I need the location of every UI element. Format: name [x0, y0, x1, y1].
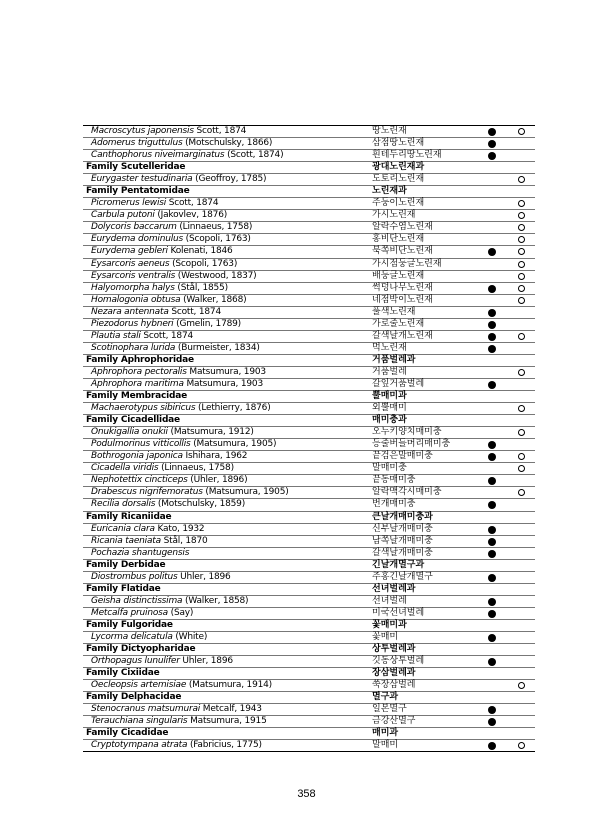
- scientific-name: Picromerus lewisi: [91, 198, 167, 209]
- table-row: [83, 150, 535, 162]
- filled-circle-icon: [488, 333, 496, 341]
- scientific-name: Pochazia shantugensis: [91, 547, 190, 558]
- species-name: [91, 608, 193, 619]
- korean-name: 도토리노린재: [372, 174, 425, 185]
- species-name: [91, 403, 271, 414]
- korean-name: 장삼벌레과: [372, 668, 416, 679]
- table-row: [83, 295, 535, 307]
- table-row: [83, 680, 535, 692]
- family-row: [83, 692, 535, 704]
- korean-name: 갈색날개매미충: [372, 547, 433, 558]
- family-row: [83, 728, 535, 740]
- table-row: [83, 307, 535, 319]
- author: Scott, 1874: [196, 126, 247, 136]
- korean-name: 금강산멸구: [372, 716, 416, 727]
- korean-name: 쑥장삼벌레: [372, 680, 416, 691]
- table-row: [83, 126, 535, 138]
- korean-name: 긴날개멸구과: [372, 559, 425, 570]
- table-row: [83, 475, 535, 487]
- korean-name: 일본멸구: [372, 704, 407, 715]
- table-row: [83, 704, 535, 716]
- open-circle-icon: [518, 465, 525, 472]
- korean-name: 꽃매미: [372, 631, 399, 642]
- species-name: [91, 259, 237, 270]
- species-name: [91, 210, 227, 221]
- species-name: [91, 126, 246, 137]
- korean-name: 썩덩나무노린재: [372, 282, 433, 293]
- korean-name: 흰테두리땅노린재: [372, 150, 442, 161]
- author: Ishihara, 1962: [185, 451, 248, 462]
- table-row: [83, 608, 535, 620]
- species-name: [91, 632, 207, 643]
- scientific-name: Bothrogonia japonica: [91, 451, 183, 462]
- table-row: [83, 439, 535, 451]
- scientific-name: Plautia stali: [91, 330, 141, 341]
- author: (Linnaeus, 1758): [179, 222, 253, 233]
- filled-circle-icon: [488, 574, 496, 582]
- table-row: [83, 572, 535, 584]
- filled-circle-icon: [488, 309, 496, 317]
- family-row: [83, 512, 535, 524]
- korean-name: 가시노린재: [372, 210, 416, 221]
- page-number: 358: [297, 788, 316, 800]
- korean-name: 갈잎거품벌레: [372, 378, 425, 389]
- family-name: Family Cixiidae: [86, 668, 160, 679]
- table-row: [83, 487, 535, 499]
- scientific-name: Nephotettix cincticeps: [91, 475, 188, 486]
- scientific-name: Podulmorinus vitticollis: [91, 439, 191, 450]
- family-row: [83, 391, 535, 403]
- scientific-name: Recilia dorsalis: [91, 499, 156, 510]
- author: Kolenati, 1846: [170, 246, 233, 257]
- species-name: [91, 198, 218, 209]
- scientific-name: Stenocranus matsumurai: [91, 704, 201, 715]
- scientific-name: Terauchiana singularis: [91, 716, 188, 727]
- korean-name: 선녀벌레과: [372, 583, 416, 594]
- korean-name: 먹노린재: [372, 342, 407, 353]
- author: Matsumura, 1915: [190, 716, 267, 727]
- scientific-name: Diostrombus politus: [91, 571, 178, 582]
- author: (Say): [170, 607, 194, 618]
- scientific-name: Macroscytus japonensis: [91, 126, 194, 136]
- scientific-name: Eurygaster testudinaria: [91, 174, 193, 185]
- family-row: [83, 668, 535, 680]
- species-name: [91, 331, 193, 342]
- table-row: [83, 271, 535, 283]
- korean-name: 매미과: [372, 728, 399, 739]
- species-name: [91, 150, 283, 161]
- author: Uhler, 1896: [180, 571, 231, 582]
- family-row: [83, 415, 535, 427]
- author: Metcalf, 1943: [202, 704, 262, 715]
- table-row: [83, 283, 535, 295]
- author: Uhler, 1896: [182, 656, 233, 667]
- table-row: [83, 524, 535, 536]
- open-circle-icon: [518, 429, 525, 436]
- scientific-name: Oecleopsis artemisiae: [91, 680, 187, 691]
- open-circle-icon: [518, 128, 525, 135]
- species-name: [91, 379, 263, 390]
- korean-name: 갈색날개노린재: [372, 330, 433, 341]
- scientific-name: Piezodorus hybneri: [91, 318, 174, 329]
- scientific-name: Eurydema dominulus: [91, 234, 183, 245]
- open-circle-icon: [518, 200, 525, 207]
- author: Kato, 1932: [157, 523, 205, 534]
- scientific-name: Halyomorpha halys: [91, 282, 175, 293]
- species-name: [91, 475, 247, 486]
- korean-name: 홍비단노린재: [372, 234, 425, 245]
- species-name: [91, 548, 189, 559]
- korean-name: 미국선녀벌레: [372, 607, 425, 618]
- table-row: [83, 548, 535, 560]
- filled-circle-icon: [488, 381, 496, 389]
- scientific-name: Scotinophara lurida: [91, 342, 176, 353]
- scientific-name: Drabescus nigrifemoratus: [91, 487, 203, 498]
- table-row: [83, 174, 535, 186]
- species-name: [91, 427, 254, 438]
- filled-circle-icon: [488, 128, 496, 136]
- species-name: [91, 222, 252, 233]
- family-name: Family Dictyopharidae: [86, 644, 196, 655]
- species-name: [91, 680, 272, 691]
- open-circle-icon: [518, 224, 525, 231]
- table-row: [83, 403, 535, 415]
- family-row: [83, 162, 535, 174]
- scientific-name: Cryptotympana atrata: [91, 740, 188, 751]
- family-row: [83, 644, 535, 656]
- filled-circle-icon: [488, 718, 496, 726]
- filled-circle-icon: [488, 441, 496, 449]
- open-circle-icon: [518, 285, 525, 292]
- author: Scott, 1874: [143, 330, 194, 341]
- table-row: [83, 138, 535, 150]
- filled-circle-icon: [488, 598, 496, 606]
- author: (Burmeister, 1834): [177, 342, 260, 353]
- korean-name: 선녀벌레: [372, 595, 407, 606]
- table-row: [83, 716, 535, 728]
- table-row: [83, 499, 535, 511]
- scientific-name: Carbula putoni: [91, 210, 155, 221]
- korean-name: 거품벌레과: [372, 354, 416, 365]
- species-name: [91, 716, 267, 727]
- scientific-name: Lycorma delicatula: [91, 631, 173, 642]
- filled-circle-icon: [488, 706, 496, 714]
- table-row: [83, 331, 535, 343]
- author: (Lethierry, 1876): [198, 403, 271, 414]
- species-name: [91, 307, 221, 318]
- korean-name: 번개매미충: [372, 499, 416, 510]
- filled-circle-icon: [488, 610, 496, 618]
- species-name: [91, 246, 233, 257]
- author: Matsumura, 1903: [186, 378, 263, 389]
- korean-name: 알락수염노린재: [372, 222, 433, 233]
- table-row: [83, 656, 535, 668]
- author: (Matsumura, 1914): [188, 680, 272, 691]
- scientific-name: Ricania taeniata: [91, 535, 161, 546]
- family-name: Family Fulgoridae: [86, 619, 173, 630]
- scientific-name: Onukigallia onukii: [91, 427, 168, 438]
- korean-name: 매미충과: [372, 415, 407, 426]
- table-row: [83, 451, 535, 463]
- family-row: [83, 620, 535, 632]
- table-row: [83, 319, 535, 331]
- open-circle-icon: [518, 489, 525, 496]
- author: (Walker, 1858): [185, 595, 249, 606]
- scientific-name: Machaerotypus sibiricus: [91, 403, 196, 414]
- species-name: [91, 295, 246, 306]
- family-name: Family Derbidae: [86, 559, 166, 570]
- scientific-name: Aphrophora pectoralis: [91, 366, 187, 377]
- table-row: [83, 210, 535, 222]
- scientific-name: Dolycoris baccarum: [91, 222, 177, 233]
- species-name: [91, 463, 234, 474]
- open-circle-icon: [518, 333, 525, 340]
- family-name: Family Cicadidae: [86, 728, 169, 739]
- korean-name: 노린재과: [372, 186, 407, 197]
- scientific-name: Canthophorus niveimarginatus: [91, 150, 225, 161]
- species-name: [91, 524, 204, 535]
- korean-name: 주홍긴날개멸구: [372, 571, 433, 582]
- species-table: [83, 125, 535, 752]
- korean-name: 꽃매미과: [372, 619, 407, 630]
- scientific-name: Eysarcoris aeneus: [91, 258, 170, 269]
- filled-circle-icon: [488, 634, 496, 642]
- scientific-name: Geisha distinctissima: [91, 595, 183, 606]
- author: (Fabricius, 1775): [189, 740, 262, 751]
- filled-circle-icon: [488, 345, 496, 353]
- author: Stål, 1870: [163, 535, 208, 546]
- filled-circle-icon: [488, 477, 496, 485]
- species-name: [91, 656, 233, 667]
- open-circle-icon: [518, 236, 525, 243]
- family-row: [83, 186, 535, 198]
- korean-name: 신부날개매미충: [372, 523, 433, 534]
- species-name: [91, 439, 276, 450]
- species-name: [91, 138, 272, 149]
- species-name: [91, 572, 231, 583]
- filled-circle-icon: [488, 538, 496, 546]
- table-row: [83, 343, 535, 355]
- korean-name: 땅노린재: [372, 126, 407, 136]
- author: (Westwood, 1837): [177, 270, 257, 281]
- table-row: [83, 379, 535, 391]
- korean-name: 북쪽비단노린재: [372, 246, 433, 257]
- author: (Motschulsky, 1859): [157, 499, 246, 510]
- scientific-name: Euricania clara: [91, 523, 155, 534]
- korean-name: 주둥이노린재: [372, 198, 425, 209]
- open-circle-icon: [518, 369, 525, 376]
- family-name: Family Ricaniidae: [86, 511, 172, 522]
- author: Scott, 1874: [171, 306, 221, 317]
- scientific-name: Eurydema gebleri: [91, 246, 168, 257]
- species-name: [91, 319, 241, 330]
- author: (Scopoli, 1763): [185, 234, 251, 245]
- author: (Motschulsky, 1866): [185, 138, 273, 149]
- table-row: [83, 367, 535, 379]
- korean-name: 광대노린재과: [372, 162, 425, 173]
- korean-name: 배둥글노린재: [372, 270, 425, 281]
- family-row: [83, 560, 535, 572]
- korean-name: 멸구과: [372, 692, 399, 703]
- author: (Linnaeus, 1758): [161, 463, 234, 474]
- scientific-name: Cicadella viridis: [91, 463, 159, 474]
- table-row: [83, 740, 535, 751]
- scientific-name: Aphrophora maritima: [91, 378, 184, 389]
- scientific-name: Homalogonia obtusa: [91, 294, 181, 305]
- species-name: [91, 536, 208, 547]
- species-name: [91, 283, 228, 294]
- filled-circle-icon: [488, 248, 496, 256]
- open-circle-icon: [518, 261, 525, 268]
- species-name: [91, 343, 260, 354]
- korean-name: 삼점땅노린재: [372, 138, 425, 149]
- table-row: [83, 259, 535, 271]
- scientific-name: Eysarcoris ventralis: [91, 270, 176, 281]
- korean-name: 거품벌레: [372, 366, 407, 377]
- korean-name: 남쪽날개매미충: [372, 535, 433, 546]
- species-name: [91, 451, 247, 462]
- author: (White): [175, 631, 208, 642]
- author: (Uhler, 1896): [190, 475, 248, 486]
- filled-circle-icon: [488, 742, 496, 750]
- korean-name: 깃동상투벌레: [372, 656, 425, 667]
- author: (Gmelin, 1789): [176, 318, 241, 329]
- korean-name: 오누키양치매미충: [372, 427, 442, 438]
- filled-circle-icon: [488, 526, 496, 534]
- open-circle-icon: [518, 453, 525, 460]
- family-name: Family Flatidae: [86, 583, 161, 594]
- korean-name: 큰날개매미충과: [372, 511, 433, 522]
- species-name: [91, 487, 289, 498]
- korean-name: 풀색노린재: [372, 306, 416, 317]
- table-row: [83, 222, 535, 234]
- scientific-name: Orthopagus lunulifer: [91, 656, 180, 667]
- author: (Scott, 1874): [227, 150, 284, 161]
- filled-circle-icon: [488, 550, 496, 558]
- table-row: [83, 246, 535, 258]
- species-name: [91, 367, 266, 378]
- species-name: [91, 499, 245, 510]
- species-name: [91, 271, 256, 282]
- author: (Matsumura, 1912): [170, 427, 254, 438]
- filled-circle-icon: [488, 140, 496, 148]
- species-name: [91, 704, 262, 715]
- korean-name: 끝동매미충: [372, 475, 416, 486]
- family-name: Family Cicadellidae: [86, 415, 180, 426]
- korean-name: 네점박이노린재: [372, 294, 433, 305]
- family-name: Family Aphrophoridae: [86, 354, 194, 365]
- open-circle-icon: [518, 682, 525, 689]
- filled-circle-icon: [488, 501, 496, 509]
- korean-name: 끝검은말매미충: [372, 451, 433, 462]
- species-name: [91, 174, 266, 185]
- filled-circle-icon: [488, 658, 496, 666]
- filled-circle-icon: [488, 152, 496, 160]
- family-row: [83, 355, 535, 367]
- author: (Matsumura, 1905): [205, 487, 289, 498]
- author: Matsumura, 1903: [189, 366, 266, 377]
- korean-name: 말매미충: [372, 463, 407, 474]
- korean-name: 상투벌레과: [372, 644, 416, 655]
- korean-name: 외뿔매미: [372, 403, 407, 414]
- table-row: [83, 463, 535, 475]
- korean-name: 가시점둥글노린재: [372, 258, 442, 269]
- family-name: Family Membracidae: [86, 391, 188, 402]
- open-circle-icon: [518, 273, 525, 280]
- open-circle-icon: [518, 176, 525, 183]
- species-name: [91, 596, 248, 607]
- family-name: Family Pentatomidae: [86, 186, 190, 197]
- open-circle-icon: [518, 297, 525, 304]
- author: (Geoffroy, 1785): [195, 174, 267, 185]
- family-name: Family Delphacidae: [86, 692, 182, 703]
- korean-name: 알락맥각시매미충: [372, 487, 442, 498]
- filled-circle-icon: [488, 453, 496, 461]
- table-row: [83, 234, 535, 246]
- table-row: [83, 536, 535, 548]
- open-circle-icon: [518, 248, 525, 255]
- open-circle-icon: [518, 405, 525, 412]
- author: (Matsumura, 1905): [193, 439, 277, 450]
- korean-name: 말매미: [372, 740, 399, 751]
- table-row: [83, 632, 535, 644]
- korean-name: 가로줄노린재: [372, 318, 425, 329]
- open-circle-icon: [518, 742, 525, 749]
- author: (Walker, 1868): [183, 294, 247, 305]
- family-row: [83, 584, 535, 596]
- species-name: [91, 740, 262, 751]
- family-name: Family Scutelleridae: [86, 162, 186, 173]
- author: (Scopoli, 1763): [172, 258, 238, 269]
- author: (Jakovlev, 1876): [157, 210, 228, 221]
- scientific-name: Nezara antennata: [91, 306, 169, 317]
- table-row: [83, 198, 535, 210]
- korean-name: 뿔매미과: [372, 391, 407, 402]
- species-name: [91, 234, 251, 245]
- filled-circle-icon: [488, 321, 496, 329]
- filled-circle-icon: [488, 285, 496, 293]
- open-circle-icon: [518, 212, 525, 219]
- author: Scott, 1874: [168, 198, 219, 209]
- author: (Stål, 1855): [177, 282, 228, 293]
- table-row: [83, 427, 535, 439]
- scientific-name: Adomerus triguttulus: [91, 138, 183, 149]
- korean-name: 등줄버들머리매미충: [372, 439, 451, 450]
- scientific-name: Metcalfa pruinosa: [91, 607, 168, 618]
- table-row: [83, 596, 535, 608]
